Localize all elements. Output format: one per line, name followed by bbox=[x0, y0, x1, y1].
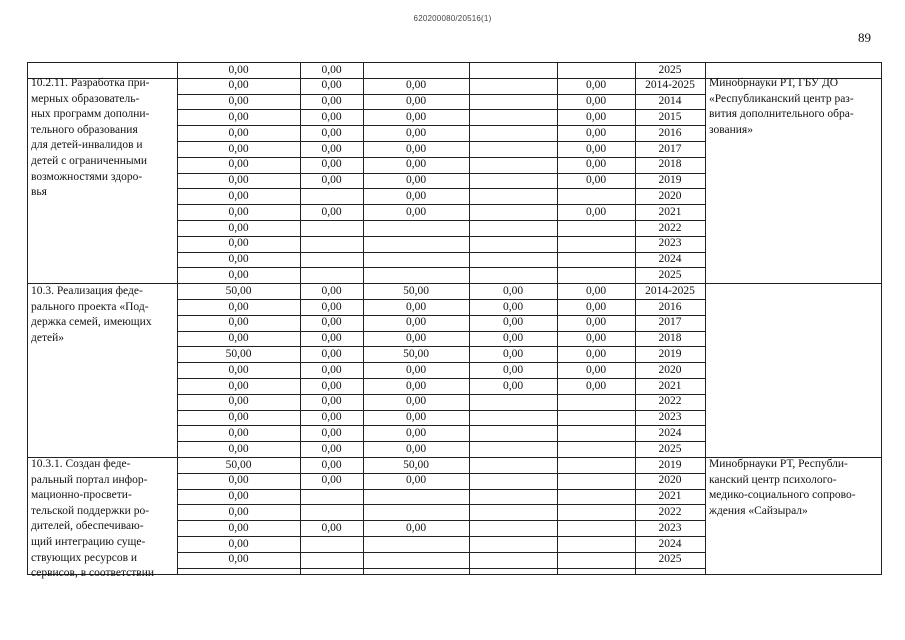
year-cell: 2014 bbox=[658, 95, 682, 108]
executor-line: медико-социального сопрово- bbox=[709, 489, 856, 502]
section-executor bbox=[709, 76, 854, 138]
year-cell: 2020 bbox=[658, 363, 682, 376]
value-cell: 0,00 bbox=[228, 505, 249, 518]
value-cell: 0,00 bbox=[228, 316, 249, 329]
description-line: 10.3. Реализация феде- bbox=[31, 285, 143, 297]
value-cell: 0,00 bbox=[321, 458, 342, 471]
description-line: 10.3.1. Создан феде- bbox=[31, 458, 131, 470]
page-number: 89 bbox=[858, 30, 871, 45]
value-cell: 0,00 bbox=[405, 442, 427, 455]
year-cell: 2024 bbox=[658, 253, 682, 266]
value-cell: 0,00 bbox=[321, 142, 342, 155]
year-cell: 2019 bbox=[658, 458, 682, 471]
year-cell: 2024 bbox=[658, 426, 682, 439]
value-cell: 0,00 bbox=[405, 142, 427, 155]
value-cell: 50,00 bbox=[403, 284, 429, 297]
year-cell: 2025 bbox=[658, 442, 682, 455]
description-line: ных программ дополни- bbox=[31, 108, 150, 121]
value-cell: 0,00 bbox=[228, 189, 249, 202]
value-cell: 0,00 bbox=[405, 158, 427, 171]
table-rule bbox=[27, 62, 882, 63]
year-cell: 2021 bbox=[658, 490, 682, 503]
value-cell: 0,00 bbox=[321, 426, 342, 439]
value-cell: 0,00 bbox=[502, 284, 524, 297]
value-cell: 0,00 bbox=[585, 205, 607, 218]
value-cell: 0,00 bbox=[405, 205, 427, 218]
year-cell: 2015 bbox=[658, 110, 682, 123]
description-line: возможностями здоро- bbox=[31, 170, 143, 183]
table-rule bbox=[27, 62, 28, 575]
year-cell: 2022 bbox=[658, 395, 682, 408]
value-cell: 0,00 bbox=[405, 300, 427, 313]
value-cell: 0,00 bbox=[321, 126, 342, 139]
year-cell: 2014-2025 bbox=[645, 284, 695, 297]
value-cell: 0,00 bbox=[585, 332, 607, 345]
value-cell: 0,00 bbox=[502, 300, 524, 313]
year-cell: 2023 bbox=[658, 521, 682, 534]
value-cell: 0,00 bbox=[405, 189, 427, 202]
value-cell: 0,00 bbox=[585, 300, 607, 313]
value-cell: 0,00 bbox=[321, 79, 342, 92]
description-line: тельного образования bbox=[31, 123, 138, 136]
year-cell: 2017 bbox=[658, 316, 682, 329]
executor-line: канский центр психолого- bbox=[709, 473, 837, 486]
value-cell: 0,00 bbox=[321, 363, 342, 376]
budget-table bbox=[27, 62, 882, 580]
year-cell: 2018 bbox=[658, 158, 682, 171]
year-cell: 2021 bbox=[658, 205, 682, 218]
value-cell: 0,00 bbox=[502, 379, 524, 392]
year-cell: 2020 bbox=[658, 189, 682, 202]
value-cell: 50,00 bbox=[225, 347, 252, 360]
description-line: держка семей, имеющих bbox=[31, 316, 152, 329]
year-cell: 2019 bbox=[658, 347, 682, 360]
value-cell: 0,00 bbox=[228, 79, 249, 92]
value-cell: 0,00 bbox=[321, 442, 342, 455]
year-cell: 2025 bbox=[658, 553, 682, 566]
value-cell: 0,00 bbox=[585, 347, 607, 360]
value-cell: 0,00 bbox=[228, 142, 249, 155]
value-cell: 0,00 bbox=[585, 174, 607, 187]
value-cell: 0,00 bbox=[228, 537, 249, 550]
value-cell: 0,00 bbox=[228, 442, 249, 455]
value-cell: 0,00 bbox=[405, 174, 427, 187]
value-cell: 0,00 bbox=[321, 63, 342, 76]
value-cell: 0,00 bbox=[321, 284, 342, 297]
value-cell: 0,00 bbox=[585, 363, 607, 376]
value-cell: 0,00 bbox=[321, 110, 342, 123]
value-cell: 0,00 bbox=[321, 411, 342, 424]
value-cell: 0,00 bbox=[585, 158, 607, 171]
value-cell: 0,00 bbox=[228, 379, 249, 392]
value-cell: 0,00 bbox=[228, 332, 249, 345]
value-cell: 0,00 bbox=[321, 158, 342, 171]
value-cell: 0,00 bbox=[502, 363, 524, 376]
year-cell: 2022 bbox=[658, 505, 682, 518]
section-description bbox=[31, 76, 149, 201]
value-cell: 0,00 bbox=[405, 395, 427, 408]
year-cell: 2014-2025 bbox=[645, 79, 695, 92]
value-cell: 0,00 bbox=[502, 316, 524, 329]
section-description bbox=[31, 284, 152, 346]
year-cell: 2021 bbox=[658, 379, 682, 392]
description-line: рального проекта «Под- bbox=[31, 300, 149, 313]
value-cell: 50,00 bbox=[225, 458, 252, 471]
value-cell: 0,00 bbox=[321, 205, 342, 218]
value-cell: 0,00 bbox=[585, 379, 607, 392]
value-cell: 0,00 bbox=[228, 300, 249, 313]
value-cell: 0,00 bbox=[228, 268, 249, 281]
value-cell: 0,00 bbox=[405, 95, 427, 108]
section-description bbox=[31, 457, 154, 582]
description-line: вья bbox=[31, 186, 47, 199]
description-line: для детей-инвалидов и bbox=[31, 139, 143, 152]
executor-line: вития дополнительного обра- bbox=[709, 108, 854, 121]
value-cell: 0,00 bbox=[321, 521, 342, 534]
value-cell: 0,00 bbox=[405, 110, 427, 123]
value-cell: 0,00 bbox=[321, 474, 342, 487]
value-cell: 0,00 bbox=[321, 316, 342, 329]
value-cell: 0,00 bbox=[228, 253, 249, 266]
value-cell: 0,00 bbox=[228, 553, 249, 566]
value-cell: 0,00 bbox=[228, 395, 249, 408]
value-cell: 0,00 bbox=[321, 347, 342, 360]
year-cell: 2025 bbox=[658, 268, 682, 281]
value-cell: 0,00 bbox=[228, 363, 249, 376]
table-rule bbox=[705, 283, 882, 284]
value-cell: 0,00 bbox=[228, 158, 249, 171]
year-cell: 2019 bbox=[658, 174, 682, 187]
description-line: дителей, обеспечиваю- bbox=[31, 520, 144, 533]
value-cell: 0,00 bbox=[405, 474, 427, 487]
table-rule bbox=[177, 568, 706, 569]
table-rule bbox=[27, 574, 882, 575]
value-cell: 0,00 bbox=[321, 379, 342, 392]
value-cell: 0,00 bbox=[405, 79, 427, 92]
year-cell: 2017 bbox=[658, 142, 682, 155]
year-cell: 2025 bbox=[658, 63, 682, 76]
executor-line: зования» bbox=[709, 123, 753, 136]
description-line: сервисов, в соответствии bbox=[31, 567, 155, 580]
year-cell: 2023 bbox=[658, 411, 682, 424]
description-line: мационно-просвети- bbox=[31, 489, 132, 502]
value-cell: 0,00 bbox=[228, 174, 249, 187]
value-cell: 0,00 bbox=[405, 379, 427, 392]
value-cell: 0,00 bbox=[228, 205, 249, 218]
value-cell: 0,00 bbox=[228, 426, 249, 439]
value-cell: 0,00 bbox=[585, 142, 607, 155]
description-line: 10.2.11. Разработка при- bbox=[31, 77, 150, 89]
description-line: щий интеграцию суще- bbox=[31, 535, 146, 548]
value-cell: 0,00 bbox=[405, 316, 427, 329]
value-cell: 0,00 bbox=[321, 174, 342, 187]
table-rule bbox=[705, 62, 706, 575]
value-cell: 0,00 bbox=[585, 284, 607, 297]
value-cell: 0,00 bbox=[228, 110, 249, 123]
value-cell: 0,00 bbox=[228, 490, 249, 503]
value-cell: 0,00 bbox=[502, 347, 524, 360]
value-cell: 0,00 bbox=[405, 363, 427, 376]
value-cell: 0,00 bbox=[228, 474, 249, 487]
value-cell: 0,00 bbox=[321, 395, 342, 408]
document-id: 620200080/20516(1) bbox=[413, 14, 492, 23]
executor-line: Минобрнауки РТ, Республи- bbox=[709, 458, 848, 470]
description-line: тельской поддержки ро- bbox=[31, 504, 150, 517]
year-cell: 2022 bbox=[658, 221, 682, 234]
value-cell: 0,00 bbox=[405, 521, 427, 534]
executor-line: «Республиканский центр раз- bbox=[709, 92, 854, 105]
table-rule bbox=[881, 62, 882, 575]
value-cell: 50,00 bbox=[403, 347, 429, 360]
value-cell: 0,00 bbox=[405, 126, 427, 139]
value-cell: 0,00 bbox=[585, 79, 607, 92]
value-cell: 0,00 bbox=[321, 300, 342, 313]
section-executor bbox=[709, 457, 856, 519]
value-cell: 0,00 bbox=[228, 95, 249, 108]
value-cell: 0,00 bbox=[321, 332, 342, 345]
year-cell: 2023 bbox=[658, 237, 682, 250]
description-line: ствующих ресурсов и bbox=[31, 551, 138, 564]
year-cell: 2024 bbox=[658, 537, 682, 550]
description-line: ральный портал инфор- bbox=[31, 473, 148, 486]
value-cell: 0,00 bbox=[405, 332, 427, 345]
value-cell: 0,00 bbox=[228, 221, 249, 234]
value-cell: 0,00 bbox=[228, 237, 249, 250]
value-cell: 0,00 bbox=[585, 110, 607, 123]
year-cell: 2020 bbox=[658, 474, 682, 487]
value-cell: 0,00 bbox=[228, 521, 249, 534]
value-cell: 0,00 bbox=[585, 95, 607, 108]
value-cell: 0,00 bbox=[405, 426, 427, 439]
value-cell: 0,00 bbox=[228, 126, 249, 139]
year-cell: 2018 bbox=[658, 332, 682, 345]
value-cell: 0,00 bbox=[228, 411, 249, 424]
year-cell: 2016 bbox=[658, 300, 682, 313]
description-line: детей с ограниченными bbox=[31, 154, 148, 167]
value-cell: 0,00 bbox=[228, 63, 249, 76]
executor-line: Минобрнауки РТ, ГБУ ДО bbox=[709, 77, 839, 89]
description-line: детей» bbox=[31, 331, 64, 344]
executor-line: ждения «Сайзырал» bbox=[709, 504, 808, 517]
value-cell: 0,00 bbox=[585, 316, 607, 329]
value-cell: 0,00 bbox=[321, 95, 342, 108]
value-cell: 50,00 bbox=[403, 458, 429, 471]
description-line: мерных образователь- bbox=[31, 92, 140, 105]
value-cell: 0,00 bbox=[585, 126, 607, 139]
value-cell: 0,00 bbox=[405, 411, 427, 424]
value-cell: 0,00 bbox=[502, 332, 524, 345]
value-cell: 50,00 bbox=[225, 284, 252, 297]
year-cell: 2016 bbox=[658, 126, 682, 139]
